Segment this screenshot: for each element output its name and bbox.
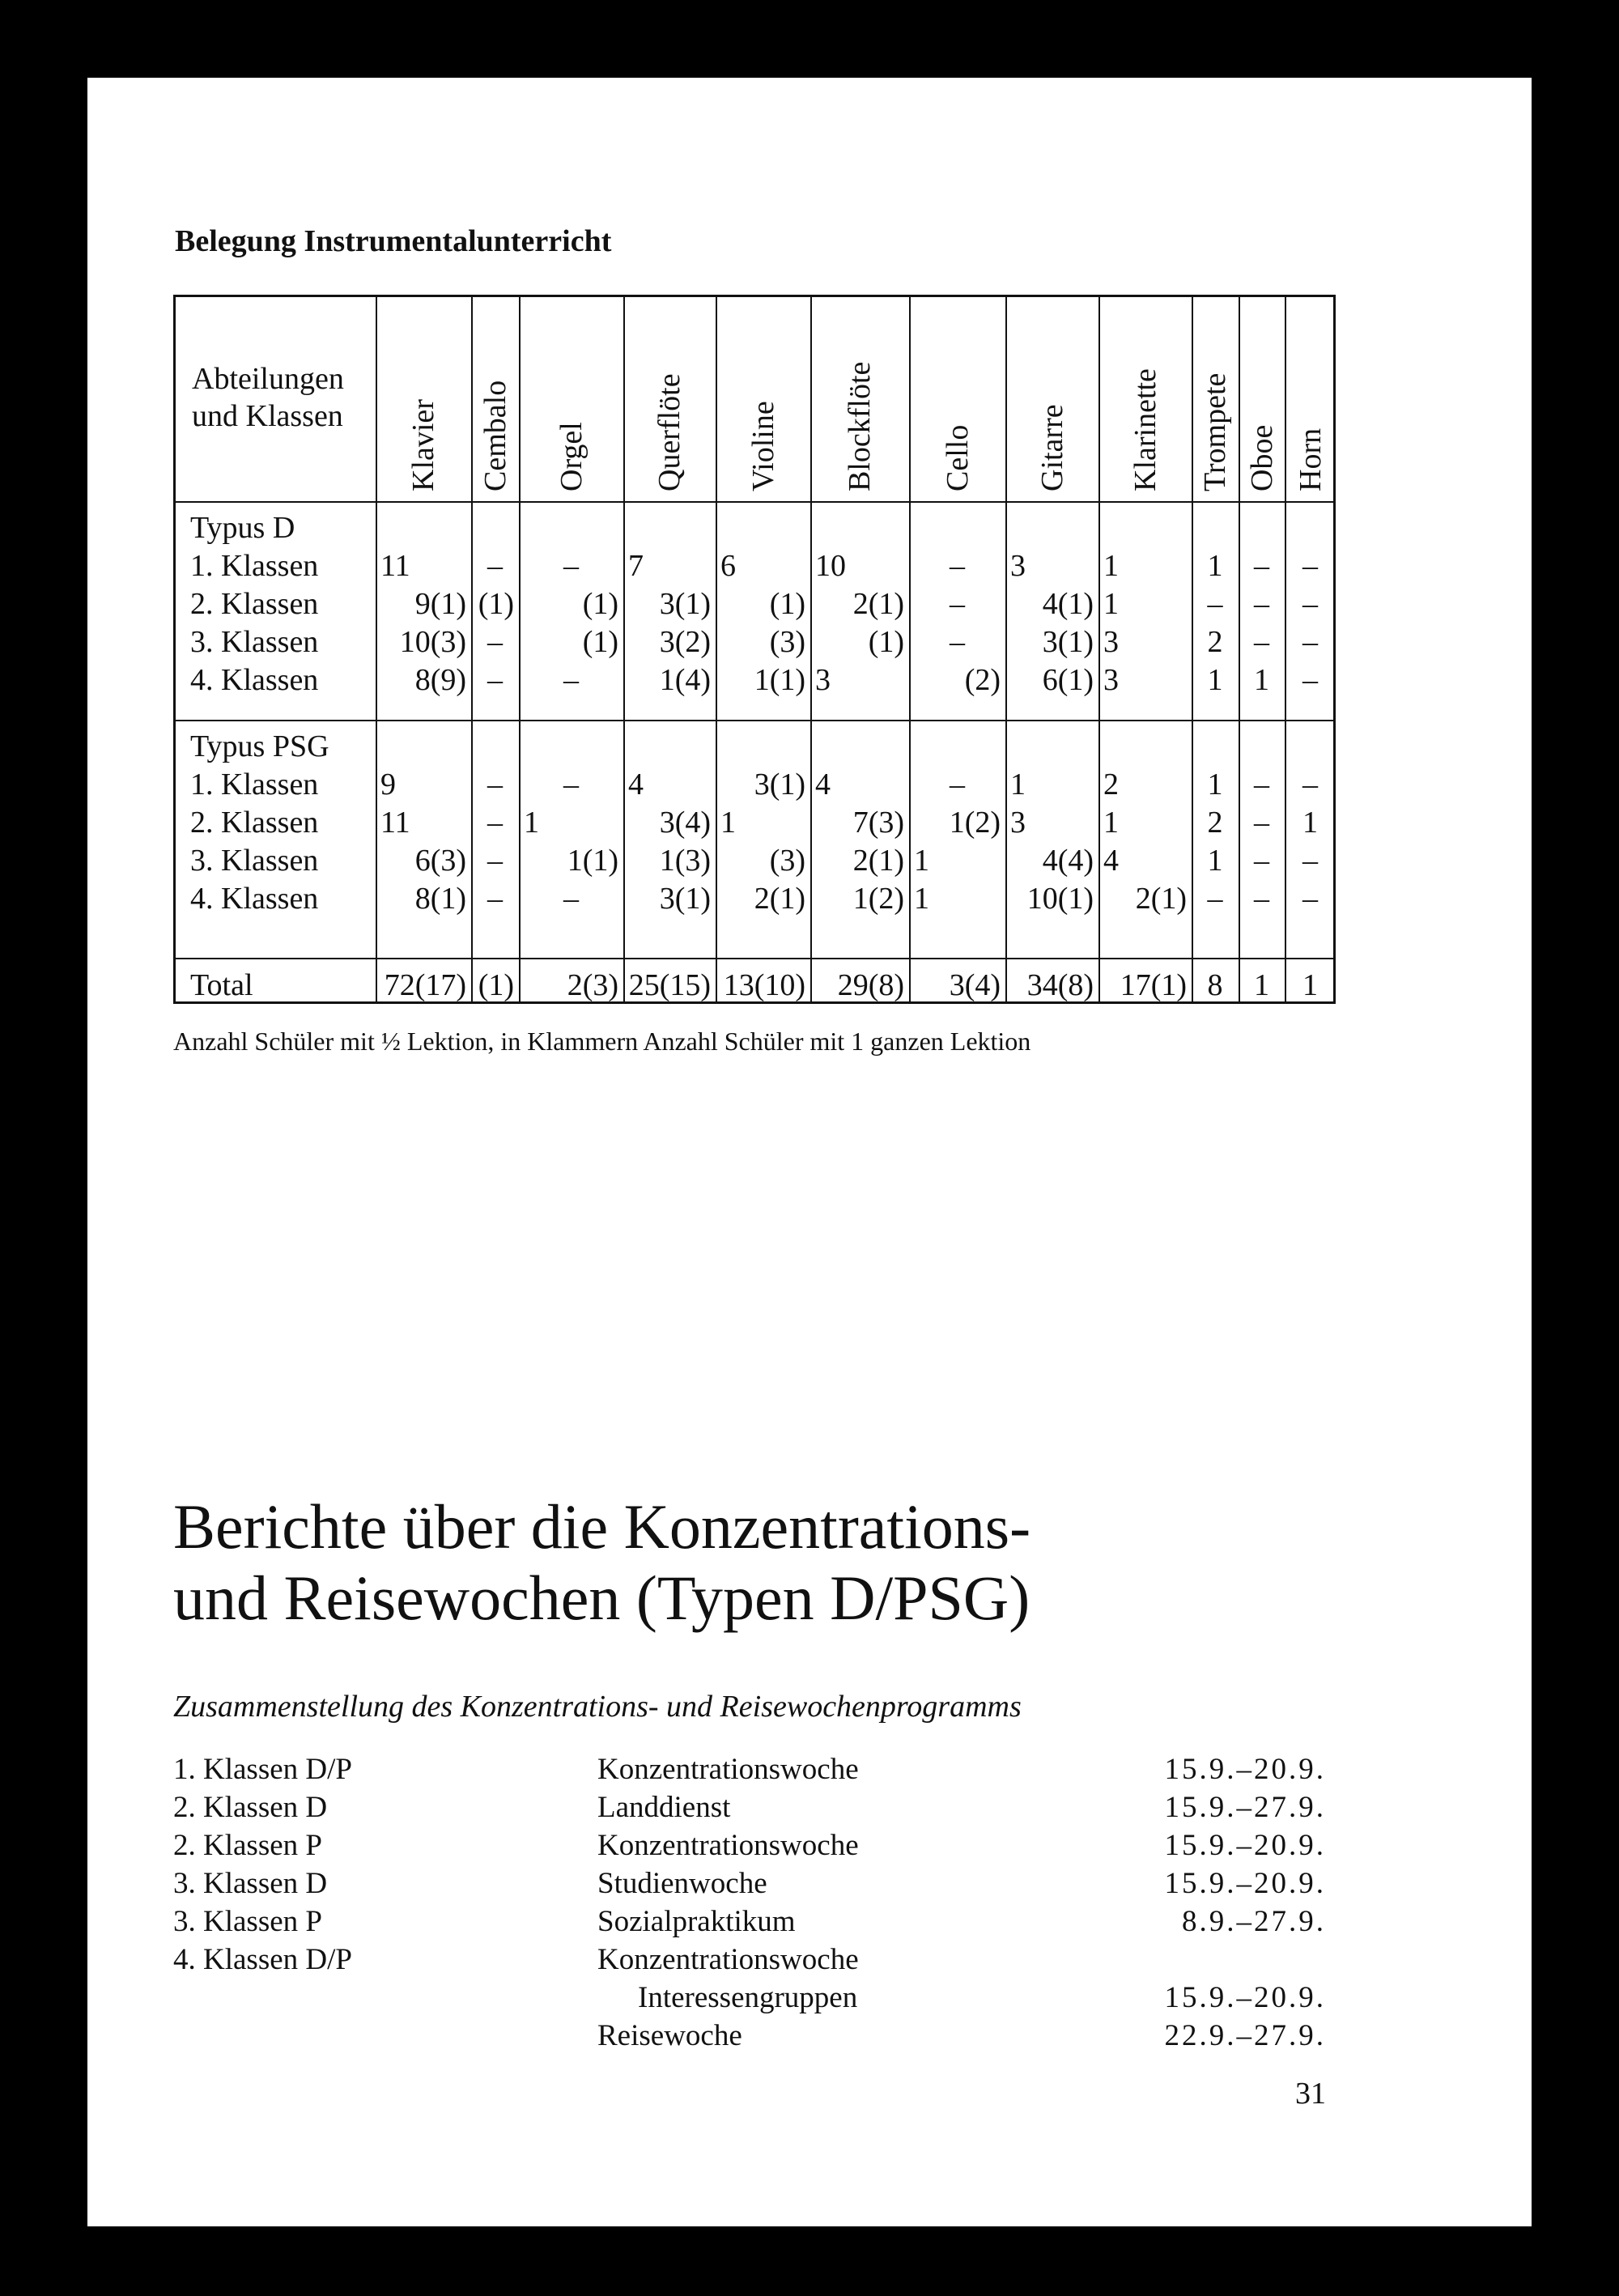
corner-label [192,360,344,435]
column-header [1293,313,1328,491]
table-cell: – [487,806,503,840]
table-cell: 2 [1207,625,1223,659]
table-cell: – [487,844,503,878]
column-divider [1192,297,1193,1001]
column-header [1035,313,1070,491]
group-label: Typus D [190,511,295,545]
column-header [652,313,687,491]
program-class: 2. Klassen P [173,1829,322,1862]
column-header-label: Oboe [1244,424,1279,491]
column-header [1128,313,1163,491]
table-cell: 1 [1010,767,1026,801]
row-label: 2. Klassen [190,587,319,621]
table-cell: 4 [815,767,831,801]
table-cell: 1 [1103,549,1119,583]
table-cell: 29(8) [837,968,904,1002]
table-cell: 1 [1207,663,1223,697]
program-activity: Konzentrationswoche [597,1943,859,1976]
column-header [842,313,877,491]
table-cell: – [487,549,503,583]
table-cell: 1(2) [949,806,1001,840]
column-divider [1285,297,1286,1001]
table-cell: 3(1) [659,587,711,621]
section-title [173,1491,1030,1634]
table-cell: (3) [769,844,805,878]
column-header-label: Gitarre [1035,404,1069,491]
row-label: 3. Klassen [190,625,319,659]
table-cell: 1 [1207,549,1223,583]
table-cell: 3(1) [659,882,711,916]
section-title-line2: und Reisewochen (Typen D/PSG) [173,1563,1030,1633]
table-cell: – [1302,625,1318,659]
table-cell: 1 [914,882,929,916]
column-header [406,313,441,491]
table-cell: 11 [380,806,410,840]
table-cell: 1(4) [659,663,711,697]
row-divider [176,720,1333,721]
program-dates: 15.9.–20.9. [1164,1981,1326,2014]
table-cell: (1) [582,587,618,621]
table-cell: (1) [769,587,805,621]
program-class: 2. Klassen D [173,1791,328,1824]
table-cell: 2 [1103,767,1119,801]
program-dates: 15.9.–20.9. [1164,1867,1326,1900]
table-cell: 3(1) [754,767,805,801]
row-label: 3. Klassen [190,844,319,878]
table-cell: 3 [1010,549,1026,583]
program-class: 3. Klassen P [173,1905,322,1938]
row-divider [176,501,1333,503]
program-activity: Sozialpraktikum [597,1905,796,1938]
table-cell: 10 [815,549,846,583]
table-cell: 1(1) [754,663,805,697]
column-divider [376,297,377,1001]
table-cell: – [487,625,503,659]
table-cell: 3 [815,663,831,697]
table-cell: 2 [1207,806,1223,840]
row-label: 1. Klassen [190,767,319,801]
table-cell: 1(1) [567,844,618,878]
table-cell: – [563,549,579,583]
table-cell: (1) [868,625,904,659]
table-cell: – [563,767,579,801]
table-cell: – [1254,806,1269,840]
column-divider [1098,297,1100,1001]
table-cell: 7 [628,549,644,583]
table-cell: – [563,663,579,697]
column-header-label: Horn [1293,427,1328,491]
column-header-label: Trompete [1198,372,1232,491]
table-cell: – [487,767,503,801]
table-cell: – [1302,844,1318,878]
table-cell: 3 [1010,806,1026,840]
column-header-label: Cembalo [478,380,512,491]
program-class: 4. Klassen D/P [173,1943,352,1976]
table-cell: 6(1) [1042,663,1094,697]
table-cell: – [1254,549,1269,583]
corner-label-line: und Klassen [192,399,343,433]
table-cell: 3(2) [659,625,711,659]
table-cell: – [1302,549,1318,583]
section-subtitle: Zusammenstellung des Konzentrations- und Reisewochenprogramms [173,1690,1022,1724]
table-cell: 2(1) [852,844,904,878]
program-activity: Reisewoche [597,2019,742,2052]
table-cell: – [1254,767,1269,801]
table-cell: 11 [380,549,410,583]
table-cell: 3 [1103,625,1119,659]
table-cell: 3 [1103,663,1119,697]
table-cell: – [1254,587,1269,621]
row-label: 1. Klassen [190,549,319,583]
column-header-label: Orgel [554,422,589,491]
program-activity: Konzentrationswoche [597,1829,859,1862]
table-cell: 17(1) [1120,968,1187,1002]
column-header-label: Querflöte [652,373,686,491]
table-cell: 3(1) [1042,625,1094,659]
table-cell: 9 [380,767,396,801]
table-cell: 10(3) [399,625,466,659]
column-header-label: Klavier [406,399,440,491]
program-activity: Studienwoche [597,1867,767,1900]
table-note: Anzahl Schüler mit ½ Lektion, in Klammern Anzahl Schüler mit 1 ganzen Lektion [173,1027,1031,1056]
table-cell: 2(1) [852,587,904,621]
table-cell: (3) [769,625,805,659]
column-header-label: Blockflöte [843,361,877,491]
column-divider [623,297,625,1001]
total-label: Total [190,968,253,1002]
column-header [1197,313,1233,491]
table-cell: 10(1) [1026,882,1094,916]
table-cell: – [950,767,965,801]
row-divider [176,958,1333,959]
table-cell: (1) [478,968,514,1002]
table-cell: 3(4) [659,806,711,840]
column-header-label: Violine [746,401,780,491]
table-cell: 7(3) [852,806,904,840]
program-activity: Interessengruppen [638,1981,858,2014]
table-cell: 2(1) [754,882,805,916]
column-header-label: Klarinette [1128,368,1162,491]
table-cell: 8(1) [414,882,466,916]
column-divider [716,297,717,1001]
table-cell: – [487,882,503,916]
table-cell: 1 [1207,767,1223,801]
row-label: 4. Klassen [190,882,319,916]
column-header [940,313,975,491]
table-cell: – [1254,625,1269,659]
table-cell: – [1254,882,1269,916]
table-cell: 8(9) [414,663,466,697]
table-cell: 3(4) [949,968,1001,1002]
section-title-line1: Berichte über die Konzentrations- [173,1491,1031,1562]
table-cell: 8 [1207,968,1223,1002]
table-cell: 4 [1103,844,1119,878]
table-cell: (1) [478,587,514,621]
table-cell: – [1207,587,1223,621]
program-activity: Landdienst [597,1791,731,1824]
table-cell: 1 [1207,844,1223,878]
table-cell: 25(15) [628,968,711,1002]
table-cell: – [950,587,965,621]
column-divider [1005,297,1007,1001]
table-cell: 1(3) [659,844,711,878]
table-cell: 1 [1103,587,1119,621]
page-number: 31 [1295,2077,1326,2111]
column-divider [1239,297,1240,1001]
document-page [87,78,1532,2226]
table-cell: 1 [1302,968,1318,1002]
table-cell: 1 [1103,806,1119,840]
table-cell: – [950,625,965,659]
table-cell: 1 [1302,806,1318,840]
table-cell: – [563,882,579,916]
program-activity: Konzentrationswoche [597,1753,859,1786]
program-dates: 15.9.–20.9. [1164,1829,1326,1862]
program-class: 3. Klassen D [173,1867,328,1900]
table-cell: 1 [914,844,929,878]
column-divider [810,297,812,1001]
table-cell: – [487,663,503,697]
row-label: 4. Klassen [190,663,319,697]
table-cell: 34(8) [1026,968,1094,1002]
table-cell: 6 [720,549,736,583]
table-cell: 2(3) [567,968,618,1002]
table-cell: – [950,549,965,583]
column-divider [519,297,521,1001]
program-dates: 15.9.–27.9. [1164,1791,1326,1824]
column-header-label: Cello [940,424,975,491]
table-cell: – [1302,767,1318,801]
table-cell: – [1302,882,1318,916]
table-cell: 1 [524,806,539,840]
column-divider [471,297,473,1001]
program-dates: 22.9.–27.9. [1164,2019,1326,2052]
table-cell: 9(1) [414,587,466,621]
table-cell: – [1302,587,1318,621]
table-cell: (2) [964,663,1001,697]
table-cell: 1 [1254,968,1269,1002]
table-cell: 6(3) [414,844,466,878]
table-cell: 1(2) [852,882,904,916]
instrument-table [173,295,1336,1004]
column-header [478,313,513,491]
group-label: Typus PSG [190,729,329,763]
table-cell: – [1254,844,1269,878]
column-header [1244,313,1280,491]
table-cell: – [1207,882,1223,916]
table-cell: 4(4) [1042,844,1094,878]
table-cell: 2(1) [1135,882,1187,916]
corner-label-line: Abteilungen [192,362,344,396]
program-dates: 8.9.–27.9. [1182,1905,1326,1938]
table-cell: 4(1) [1042,587,1094,621]
table-title: Belegung Instrumentalunterricht [175,224,612,258]
program-class: 1. Klassen D/P [173,1753,352,1786]
column-divider [909,297,911,1001]
row-label: 2. Klassen [190,806,319,840]
column-header [746,313,781,491]
program-dates: 15.9.–20.9. [1164,1753,1326,1786]
table-cell: 72(17) [384,968,466,1002]
table-cell: 1 [1254,663,1269,697]
table-cell: 1 [720,806,736,840]
table-cell: 13(10) [723,968,805,1002]
table-cell: – [1302,663,1318,697]
column-header [554,313,589,491]
table-cell: (1) [582,625,618,659]
table-cell: 4 [628,767,644,801]
